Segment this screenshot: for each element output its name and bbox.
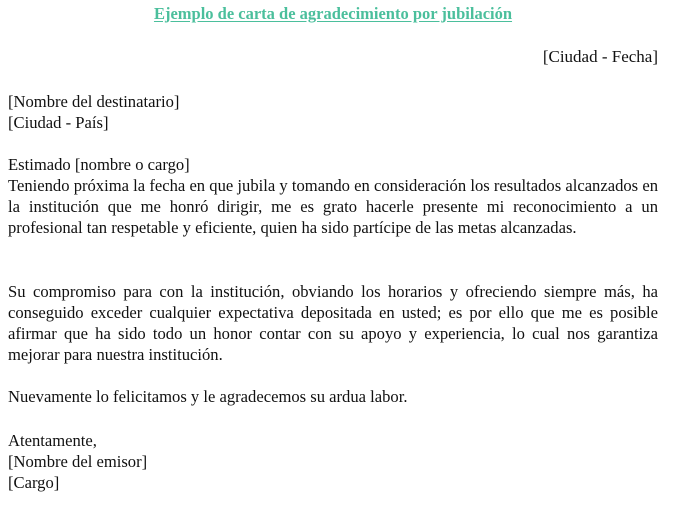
paragraph-2-block <box>8 281 658 365</box>
recipient-location: [Ciudad - País] <box>8 113 109 132</box>
body-block-1 <box>8 154 658 238</box>
paragraph-2: Su compromiso para con la institución, obviando los horarios y ofreciendo siempre más, ha conseguido exceder cualquier expectativa depositada en usted; es por ello que me es posible afirmar que ha sido todo un honor contar con su apoyo y experiencia, lo cual nos garantiza mejorar para nuestra institución. <box>8 282 658 364</box>
salutation: Estimado [nombre o cargo] <box>8 155 190 174</box>
date-placeholder: [Ciudad - Fecha] <box>542 47 658 66</box>
recipient-block <box>8 91 658 133</box>
paragraph-1: Teniendo próxima la fecha en que jubila y tomando en consideración los resultados alcanzados en la institución que me honró dirigir, me es grato hacerle presente mi reconocimiento a un profesional tan respetable y eficiente, quien ha sido partícipe de las metas alcanzadas. <box>8 176 658 237</box>
closing-block <box>8 430 658 493</box>
closing-farewell: Atentamente, <box>8 431 97 450</box>
recipient-name: [Nombre del destinatario] <box>8 92 180 111</box>
sender-name: [Nombre del emisor] <box>8 452 148 471</box>
paragraph-3: Nuevamente lo felicitamos y le agradecemos su ardua labor. <box>8 387 408 406</box>
letter-title: Ejemplo de carta de agradecimiento por jubilación <box>153 4 513 23</box>
sender-role: [Cargo] <box>8 473 60 492</box>
paragraph-3-block <box>8 386 658 407</box>
